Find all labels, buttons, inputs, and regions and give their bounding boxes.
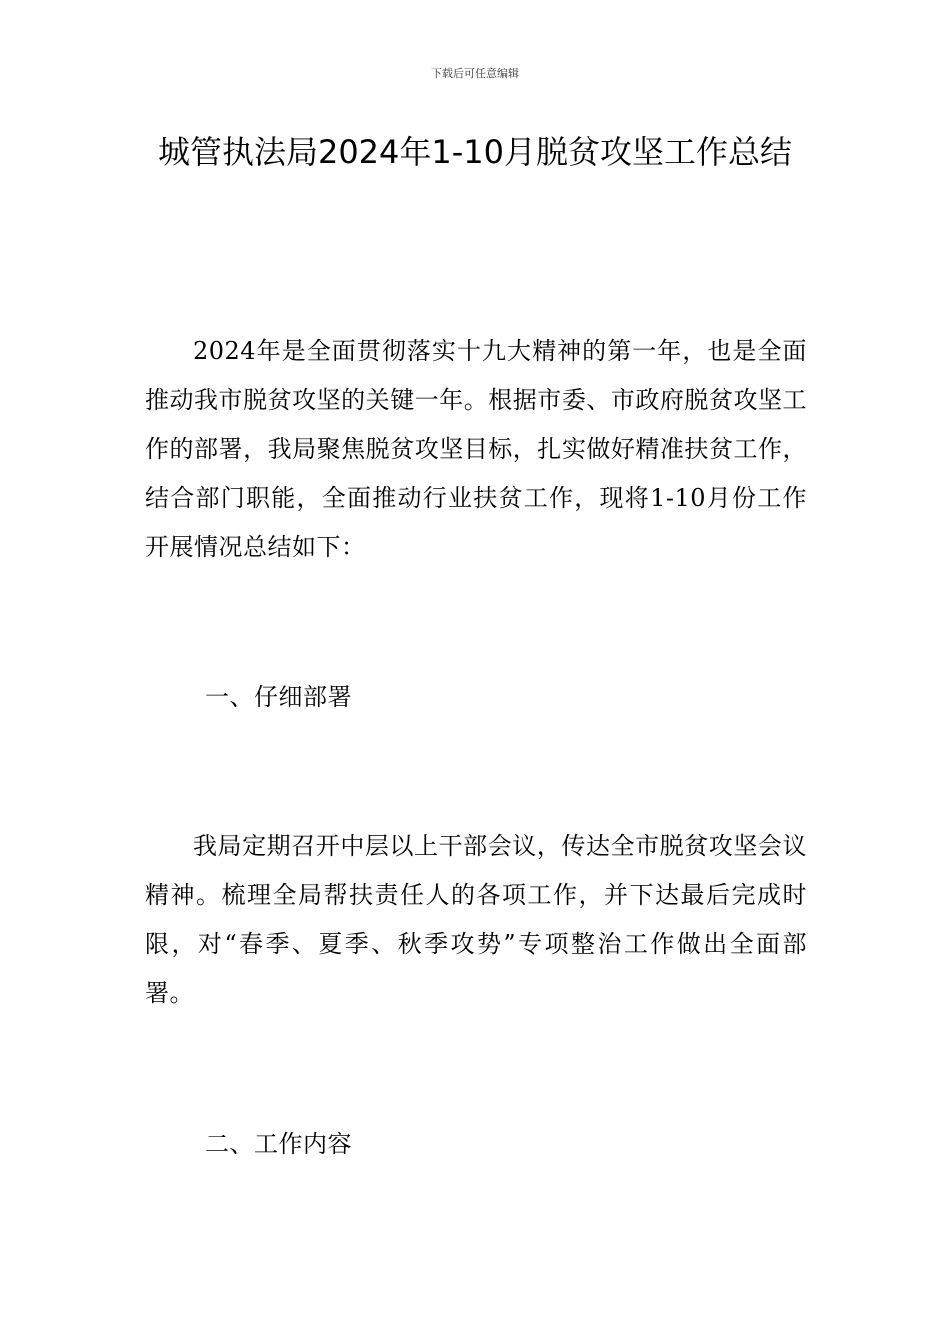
section-heading-work-content: 二、工作内容 bbox=[205, 1130, 352, 1158]
intro-paragraph: 2024年是全面贯彻落实十九大精神的第一年，也是全面推动我市脱贫攻坚的关键一年。根据市委、市政府脱贫攻坚工作的部署，我局聚焦脱贫攻坚目标，扎实做好精准扶贫工作，结合部门职能，全面推动行业扶贫工作，现将1-10月份工作开展情况总结如下： bbox=[145, 337, 807, 561]
document-title: 城管执法局2024年1-10月脱贫攻坚工作总结 bbox=[157, 133, 793, 171]
deployment-paragraph: 我局定期召开中层以上干部会议，传达全市脱贫攻坚会议精神。梳理全局帮扶责任人的各项工作，并下达最后完成时限，对“春季、夏季、秋季攻势”专项整治工作做出全面部署。 bbox=[145, 832, 807, 1007]
header-note: 下载后可任意编辑 bbox=[431, 67, 519, 80]
section-heading-deployment: 一、仔细部署 bbox=[205, 683, 352, 711]
